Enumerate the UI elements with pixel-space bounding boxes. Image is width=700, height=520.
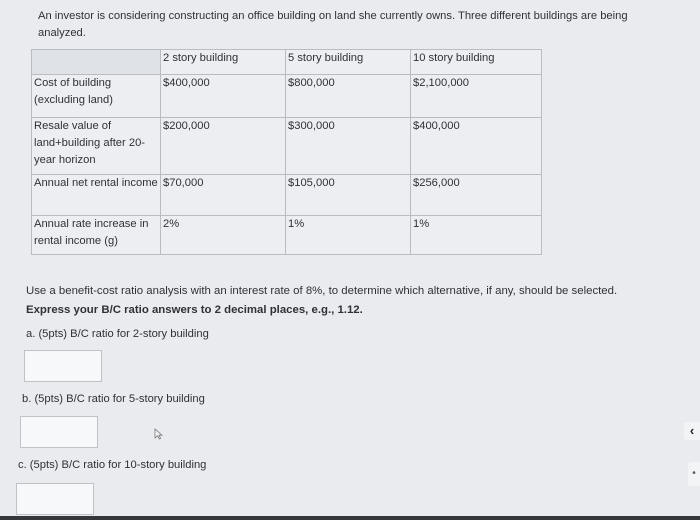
table-cell: $200,000 (161, 118, 286, 175)
mouse-pointer-icon (154, 428, 164, 440)
table-cell: $70,000 (161, 175, 286, 216)
row-label: Annual rate increase in rental income (g) (32, 216, 161, 255)
window-bottom-edge (0, 516, 700, 520)
table-row-resale (32, 118, 542, 175)
chevron-left-icon[interactable]: ‹ (684, 422, 700, 440)
table-cell: $400,000 (161, 75, 286, 118)
table-cell: $400,000 (411, 118, 542, 175)
part-b-label: b. (5pts) B/C ratio for 5-story building (22, 393, 205, 405)
table-row-cost (32, 75, 542, 118)
problem-intro: An investor is considering constructing an office building on land she currently owns. Three different buildings are being analyzed. (38, 10, 628, 39)
question-lead: Use a benefit-cost ratio analysis with an interest rate of 8%, to determine which alternative, if any, should be selected. (26, 285, 618, 297)
table-row-rental-income (32, 175, 542, 216)
header-cell-5-story: 5 story building (286, 50, 411, 75)
question-text (26, 282, 646, 320)
table-cell: 1% (411, 216, 542, 255)
header-cell-empty (32, 50, 161, 75)
answer-input-10-story[interactable] (16, 483, 94, 515)
table-cell: $105,000 (286, 175, 411, 216)
part-a-label: a. (5pts) B/C ratio for 2-story building (26, 328, 209, 340)
table-cell: $800,000 (286, 75, 411, 118)
table-cell: $2,100,000 (411, 75, 542, 118)
building-comparison-table (31, 49, 542, 255)
answer-input-2-story[interactable] (24, 350, 102, 382)
answer-input-5-story[interactable] (20, 416, 98, 448)
table-cell: $256,000 (411, 175, 542, 216)
side-tab-icon[interactable]: • (688, 462, 700, 486)
row-label: Annual net rental income (32, 175, 161, 216)
row-label: Cost of building (excluding land) (32, 75, 161, 118)
table-cell: $300,000 (286, 118, 411, 175)
question-emphasis: Express your B/C ratio answers to 2 decimal places, e.g., 1.12. (26, 304, 363, 316)
table-cell: 2% (161, 216, 286, 255)
table-header-row (32, 50, 542, 75)
header-cell-2-story: 2 story building (161, 50, 286, 75)
part-c-label: c. (5pts) B/C ratio for 10-story building (18, 459, 207, 471)
row-label: Resale value of land+building after 20-year horizon (32, 118, 161, 175)
table-cell: 1% (286, 216, 411, 255)
table-row-rate-increase (32, 216, 542, 255)
header-cell-10-story: 10 story building (411, 50, 542, 75)
